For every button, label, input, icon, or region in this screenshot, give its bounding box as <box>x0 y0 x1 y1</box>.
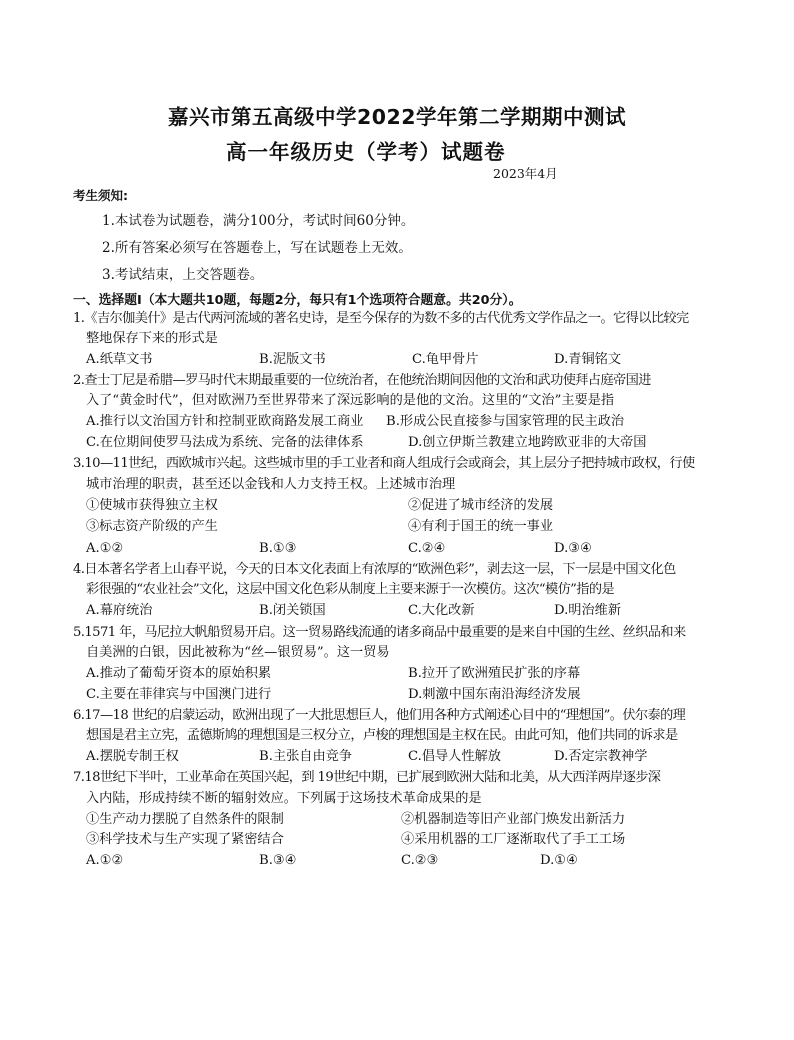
question-3-stem: 3.10—11世纪，西欧城市兴起。这些城市里的手工业者和商人组成行会或商会，其上层分子把持城市政权，行使 <box>73 456 695 471</box>
question-1-stem: 1.《吉尔伽美什》是古代两河流域的著名史诗，是至今保存的为数不多的古代优秀文学作品之一。它得以比较完 <box>73 311 689 326</box>
question-7-item-3: ③科学技术与生产实现了紧密结合 <box>86 832 284 847</box>
question-3-item-3: ③标志资产阶级的产生 <box>86 519 218 534</box>
question-4-option-a: A.幕府统治 <box>86 603 153 618</box>
question-1-option-b: B.泥版文书 <box>259 352 326 367</box>
question-2-option-c: C.在位期间使罗马法成为系统、完备的法律体系 <box>86 435 364 450</box>
question-7-item-4: ④采用机器的工厂逐渐取代了手工工场 <box>401 832 626 847</box>
question-2-option-b: B.形成公民直接参与国家管理的民主政治 <box>386 414 625 429</box>
question-5-option-b: B.拉开了欧洲殖民扩张的序幕 <box>408 666 581 681</box>
question-7-item-2: ②机器制造等旧产业部门焕发出新活力 <box>401 812 626 827</box>
question-2-stem: 2.查士丁尼是希腊—罗马时代末期最重要的一位统治者，在他统治期间因他的文治和武功使拜占庭帝国进 <box>73 373 651 388</box>
question-1-option-d: D.青铜铭文 <box>554 352 622 367</box>
question-4-stem: 4.日本著名学者上山春平说，今天的日本文化表面上有浓厚的“欧洲色彩”，剥去这一层，下一层是中国文化色 <box>73 562 676 577</box>
question-7-option-d: D.①④ <box>540 853 578 868</box>
question-6-option-c: C.倡导人性解放 <box>408 749 501 764</box>
question-7-stem-cont: 入内陆，形成持续不断的辐射效应。下列属于这场技术革命成果的是 <box>86 791 482 806</box>
question-3-option-c: C.②④ <box>408 541 446 556</box>
question-5-stem-cont: 自美洲的白银，因此被称为“丝—银贸易”。这一贸易 <box>86 645 390 660</box>
notice-item: 1.本试卷为试题卷，满分100分，考试时间60分钟。 <box>102 213 415 229</box>
exam-subtitle: 高一年级历史（学考）试题卷 <box>226 140 506 164</box>
question-6-option-a: A.摆脱专制王权 <box>86 749 179 764</box>
question-6-option-b: B.主张自由竞争 <box>259 749 353 764</box>
question-1-option-a: A.纸草文书 <box>86 352 153 367</box>
notice-heading: 考生须知: <box>73 188 128 203</box>
question-3-item-2: ②促进了城市经济的发展 <box>408 498 554 513</box>
exam-date: 2023年4月 <box>493 166 558 181</box>
notice-item: 2.所有答案必须写在答题卷上，写在试题卷上无效。 <box>102 240 412 256</box>
question-7-option-a: A.①② <box>86 853 124 868</box>
question-1-stem-cont: 整地保存下来的形式是 <box>86 331 218 346</box>
question-4-option-b: B.闭关锁国 <box>259 603 326 618</box>
question-7-stem: 7.18世纪下半叶，工业革命在英国兴起，到 19世纪中期，已扩展到欧洲大陆和北美，从大西洋两岸逐步深 <box>73 770 661 785</box>
question-3-stem-cont: 城市治理的职责，甚至还以金钱和人力支持王权。上述城市治理 <box>86 477 456 492</box>
question-5-option-a: A.推动了葡萄牙资本的原始积累 <box>86 666 272 681</box>
question-2-stem-cont: 入了“黄金时代”，但对欧洲乃至世界带来了深远影响的是他的文治。这里的“文治”主要是指 <box>86 393 615 408</box>
exam-title: 嘉兴市第五高级中学2022学年第二学期期中测试 <box>167 105 627 129</box>
question-7-item-1: ①生产动力摆脱了自然条件的限制 <box>86 812 284 827</box>
question-5-option-d: D.刺激中国东南沿海经济发展 <box>408 687 581 702</box>
question-1-option-c: C.龟甲骨片 <box>412 352 479 367</box>
question-4-option-d: D.明治维新 <box>554 603 622 618</box>
question-6-stem-cont: 想国是君主立宪，孟德斯鸠的理想国是三权分立，卢梭的理想国是主权在民。由此可知，他们共同的诉求是 <box>86 728 678 743</box>
question-6-option-d: D.否定宗教神学 <box>554 749 648 764</box>
notice-item: 3.考试结束，上交答题卷。 <box>102 267 264 283</box>
question-3-option-b: B.①③ <box>259 541 297 556</box>
question-3-item-1: ①使城市获得独立主权 <box>86 498 218 513</box>
question-5-option-c: C.主要在菲律宾与中国澳门进行 <box>86 687 272 702</box>
question-2-option-d: D.创立伊斯兰教建立地跨欧亚非的大帝国 <box>408 435 647 450</box>
question-3-item-4: ④有利于国王的统一事业 <box>408 519 554 534</box>
question-2-option-a: A.推行以文治国方针和控制亚欧商路发展工商业 <box>86 414 364 429</box>
question-4-option-c: C.大化改新 <box>408 603 475 618</box>
question-3-option-d: D.③④ <box>554 541 592 556</box>
section-heading: 一、选择题Ⅰ（本大题共10题，每题2分，每只有1个选项符合题意。共20分）。 <box>73 293 522 308</box>
question-5-stem: 5.1571 年，马尼拉大帆船贸易开启。这一贸易路线流通的诸多商品中最重要的是来自中国的生丝、丝织品和来 <box>73 625 686 640</box>
question-7-option-c: C.②③ <box>401 853 439 868</box>
question-3-option-a: A.①② <box>86 541 124 556</box>
question-6-stem: 6.17—18 世纪的启蒙运动，欧洲出现了一大批思想巨人，他们用各种方式阐述心目中的“理想国”。伏尔泰的理 <box>73 708 686 723</box>
question-7-option-b: B.③④ <box>259 853 297 868</box>
question-4-stem-cont: 彩很强的“农业社会”文化，这层中国文化色彩从制度上主要来源于一次模仿。这次“模仿”指的是 <box>86 582 615 597</box>
